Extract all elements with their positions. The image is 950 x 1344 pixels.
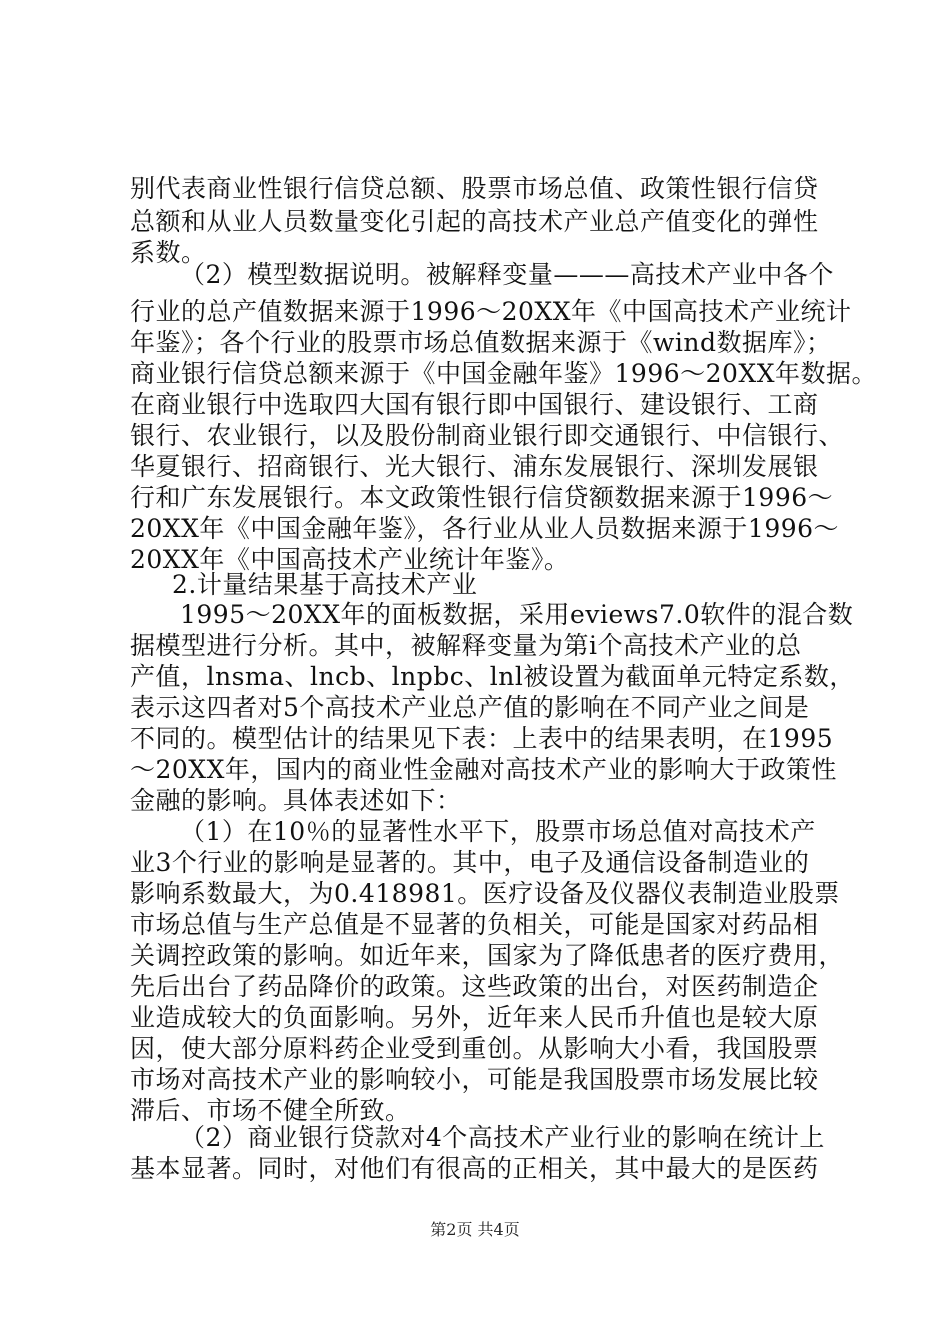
body-line: 行业的总产值数据来源于1996～20XX年《中国高技术产业统计 xyxy=(130,297,852,326)
body-line: 产值，lnsma、lncb、lnpbc、lnl被设置为截面单元特定系数， xyxy=(130,662,855,691)
body-line: 20XX年《中国金融年鉴》，各行业从业人员数据来源于1996～ xyxy=(130,514,840,543)
body-line: 先后出台了药品降价的政策。这些政策的出台，对医药制造企 xyxy=(130,972,819,1001)
body-line: 表示这四者对5个高技术产业总产值的影响在不同产业之间是 xyxy=(130,693,810,722)
body-line: ～20XX年，国内的商业性金融对高技术产业的影响大于政策性 xyxy=(130,755,837,784)
body-line: 据模型进行分析。其中，被解释变量为第i个高技术产业的总 xyxy=(130,631,802,660)
body-line: 总额和从业人员数量变化引起的高技术产业总产值变化的弹性 xyxy=(130,207,819,236)
body-line: 银行、农业银行，以及股份制商业银行即交通银行、中信银行、 xyxy=(130,421,845,450)
body-line: 因，使大部分原料药企业受到重创。从影响大小看，我国股票 xyxy=(130,1034,819,1063)
body-line: （2）商业银行贷款对4个高技术产业行业的影响在统计上 xyxy=(180,1123,825,1152)
body-line: 1995～20XX年的面板数据，采用eviews7.0软件的混合数 xyxy=(180,600,854,629)
body-line: 市场对高技术产业的影响较小，可能是我国股票市场发展比较 xyxy=(130,1065,819,1094)
body-line: 滞后、市场不健全所致。 xyxy=(130,1096,411,1125)
page-number: 第2页 共4页 xyxy=(430,1220,520,1239)
body-line: 市场总值与生产总值是不显著的负相关，可能是国家对药品相 xyxy=(130,910,819,939)
body-line: 商业银行信贷总额来源于《中国金融年鉴》1996～20XX年数据。 xyxy=(130,359,878,388)
body-line: 业3个行业的影响是显著的。其中，电子及通信设备制造业的 xyxy=(130,848,810,877)
body-line: 别代表商业性银行信贷总额、股票市场总值、政策性银行信贷 xyxy=(130,174,819,203)
body-line: 年鉴》；各个行业的股票市场总值数据来源于《wind数据库》； xyxy=(130,328,832,357)
body-line: 业造成较大的负面影响。另外，近年来人民币升值也是较大原 xyxy=(130,1003,819,1032)
body-line: 行和广东发展银行。本文政策性银行信贷额数据来源于1996～ xyxy=(130,483,834,512)
body-line: 关调控政策的影响。如近年来，国家为了降低患者的医疗费用， xyxy=(130,941,845,970)
body-line: 系数。 xyxy=(130,238,207,267)
body-line: 在商业银行中选取四大国有银行即中国银行、建设银行、工商 xyxy=(130,390,819,419)
body-line: （1）在10％的显著性水平下，股票市场总值对高技术产 xyxy=(180,817,816,846)
body-line: 金融的影响。具体表述如下： xyxy=(130,786,462,815)
body-line: 基本显著。同时，对他们有很高的正相关，其中最大的是医药 xyxy=(130,1154,819,1183)
body-line: 不同的。模型估计的结果见下表：上表中的结果表明，在1995 xyxy=(130,724,834,753)
body-line: 20XX年《中国高技术产业统计年鉴》。 xyxy=(130,545,570,574)
body-line: 影响系数最大，为0.418981。医疗设备及仪器仪表制造业股票 xyxy=(130,879,840,908)
section-heading: 2.计量结果基于高技术产业 xyxy=(172,570,478,599)
body-line: （2）模型数据说明。被解释变量———高技术产业中各个 xyxy=(180,260,834,289)
body-line: 华夏银行、招商银行、光大银行、浦东发展银行、深圳发展银 xyxy=(130,452,819,481)
